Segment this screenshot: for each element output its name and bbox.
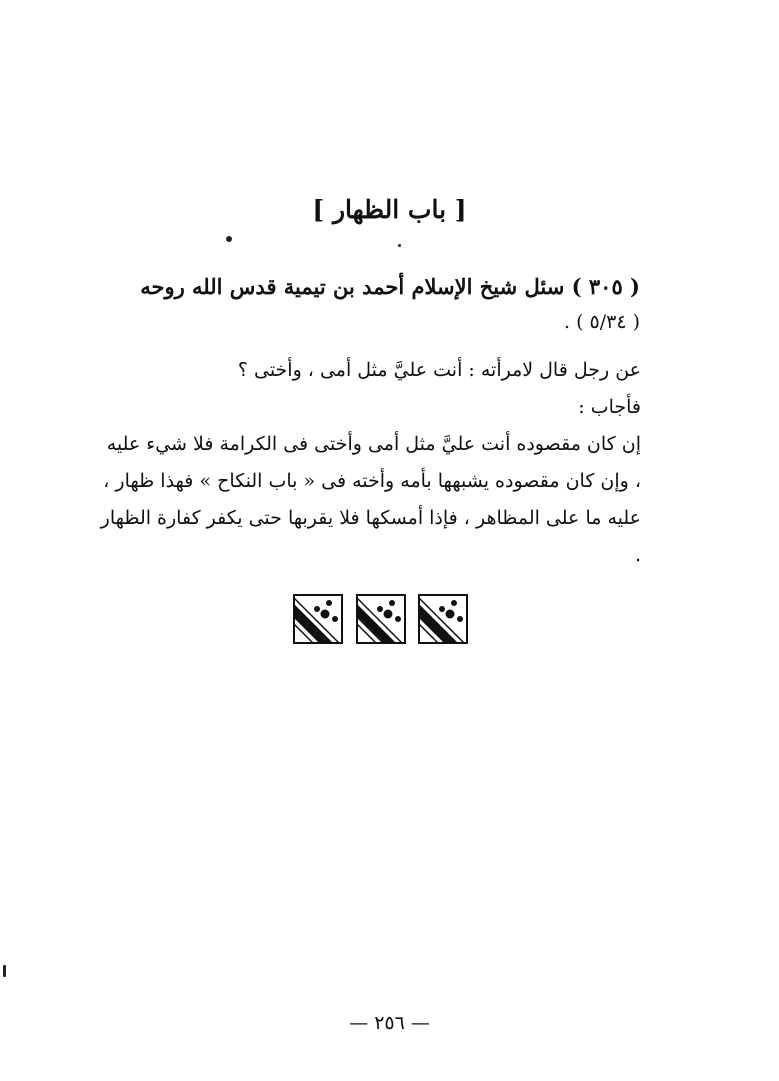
question-text: عن رجل قال لامرأته : أنت عليَّ مثل أمى ، وأختى ؟ [237,359,641,381]
body-text [100,352,667,574]
section-end-ornaments [293,594,468,646]
scan-speck [3,965,6,977]
question-heading-text: ( ٣٠٥ ) سئل شيخ الإسلام أحمد بن تيمية قدس الله روحه [140,274,640,299]
page-number: — ٢٥٦ — [349,1012,430,1034]
question-reference: ( ٥/٣٤ ) . [563,311,640,333]
dice-ornament-icon [418,594,468,644]
answer-text: إن كان مقصوده أنت عليَّ مثل أمى وأختى فى الكرامة فلا شيء عليه ، وإن كان مقصوده يشبهها بأمه وأخته فى « باب النكاح » فهذا ظهار ، عليه ما على المظاهر ، فإذا أمسكها فلا يقربها حتى يكفر كفارة الظهار . [100,433,641,566]
dice-ornament-icon [293,594,343,644]
scan-speck [398,244,401,247]
chapter-title: [ باب الظهار ] [312,195,467,224]
question-heading [100,270,640,339]
answer-label: فأجاب : [578,396,641,418]
dice-ornament-icon [356,594,406,644]
scan-speck [226,236,232,242]
